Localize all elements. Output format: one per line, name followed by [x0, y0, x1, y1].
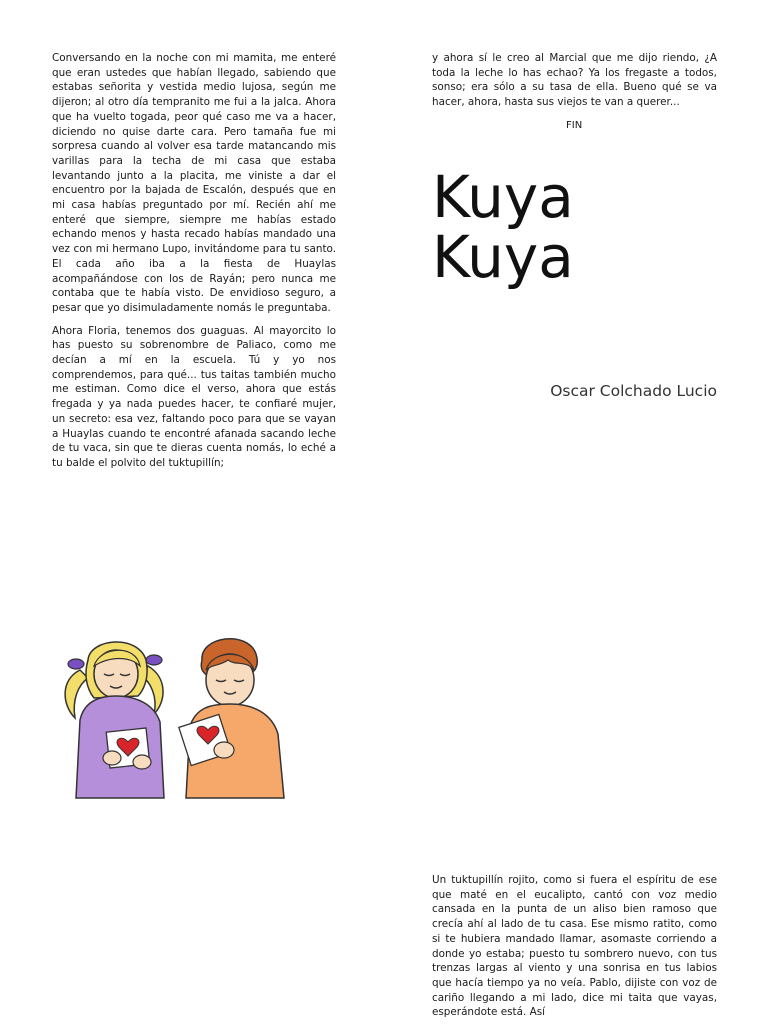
- book-title: [432, 163, 574, 291]
- right-top-text: [432, 51, 717, 118]
- paragraph: y ahora sí le creo al Marcial que me dijo riendo, ¿A toda la leche lo has echao? Ya los fregaste a todos, sonso; era sólo a su tasa de ella. Bueno qué se va hacer, ahora, hasta sus viejos te van a querer...: [432, 52, 717, 109]
- title-line: Kuya: [432, 223, 574, 291]
- paragraph: Ahora Floria, tenemos dos guaguas. Al mayorcito lo has puesto su sobrenombre de Paliaco, como me decían a mí en la escuela. Tú y yo nos comprendemos, para qué... tus taitas también mucho me estiman. Como dice el verso, ahora que estás fregada y ya nada puedes hacer, te confiaré mujer, un secreto: esa vez, faltando poco para que se vayan a Huaylas cuando te encontré afanada sacando leche de tu vaca, sin que te dieras cuenta nomás, lo eché a tu balde el polvito del tuktupillín;: [52, 324, 336, 469]
- fin-label: FIN: [566, 120, 583, 131]
- author-name: Oscar Colchado Lucio: [550, 382, 717, 400]
- right-bottom-text: [432, 873, 717, 1028]
- paragraph: Conversando en la noche con mi mamita, me enteré que eran ustedes que habían llegado, sabiendo que estabas señorita y vestida medio lujosa, según me dijeron; al otro día tempranito me fui a la jalca. Ahora que ha vuelto togada, peor qué caso me va a hacer, diciendo no quise darte cara. Pero tamaña fue mi sorpresa cuando al volver esa tarde matancando mis varillas para la techa de mi casa que estaba levantando junto a la placita, me viniste a dar el encuentro por la bajada de Escalón, después que en mi casa habías preguntado por mí. Recién ahí me enteré que siempre, siempre me habías estado echando menos y hasta recado habías mandado una vez con mi hermano Lupo, invitándome para tu santo. El cada año iba a la fiesta de Huaylas acompañándose con los de Rayán; pero nunca me contaba que te había visto. De envidioso seguro, a pesar que yo disimuladamente nomás le preguntaba.: [52, 52, 336, 314]
- left-text-column: [52, 51, 336, 479]
- children-exchanging-valentine-cards-clipart-icon: [50, 630, 308, 800]
- boy-figure: [179, 639, 284, 798]
- paragraph: Un tuktupillín rojito, como si fuera el espíritu de ese que maté en el eucalipto, cantó con voz medio cansada en la punta de un aliso bien ramoso que crecía ahí al lado de tu casa. Ese mismo ratito, como si te hubiera mandado llamar, asomaste corriendo a donde yo estaba; puesto tu sombrero nuevo, con tus trenzas largas al viento y una sonrisa en tus labios que hacía tiempo ya no veía. Pablo, dijiste con voz de cariño llegando a mi lado, dice mi taita que vayas, esperándote está. Así: [432, 874, 717, 1019]
- girl-figure: [65, 642, 164, 798]
- title-line: Kuya: [432, 163, 574, 231]
